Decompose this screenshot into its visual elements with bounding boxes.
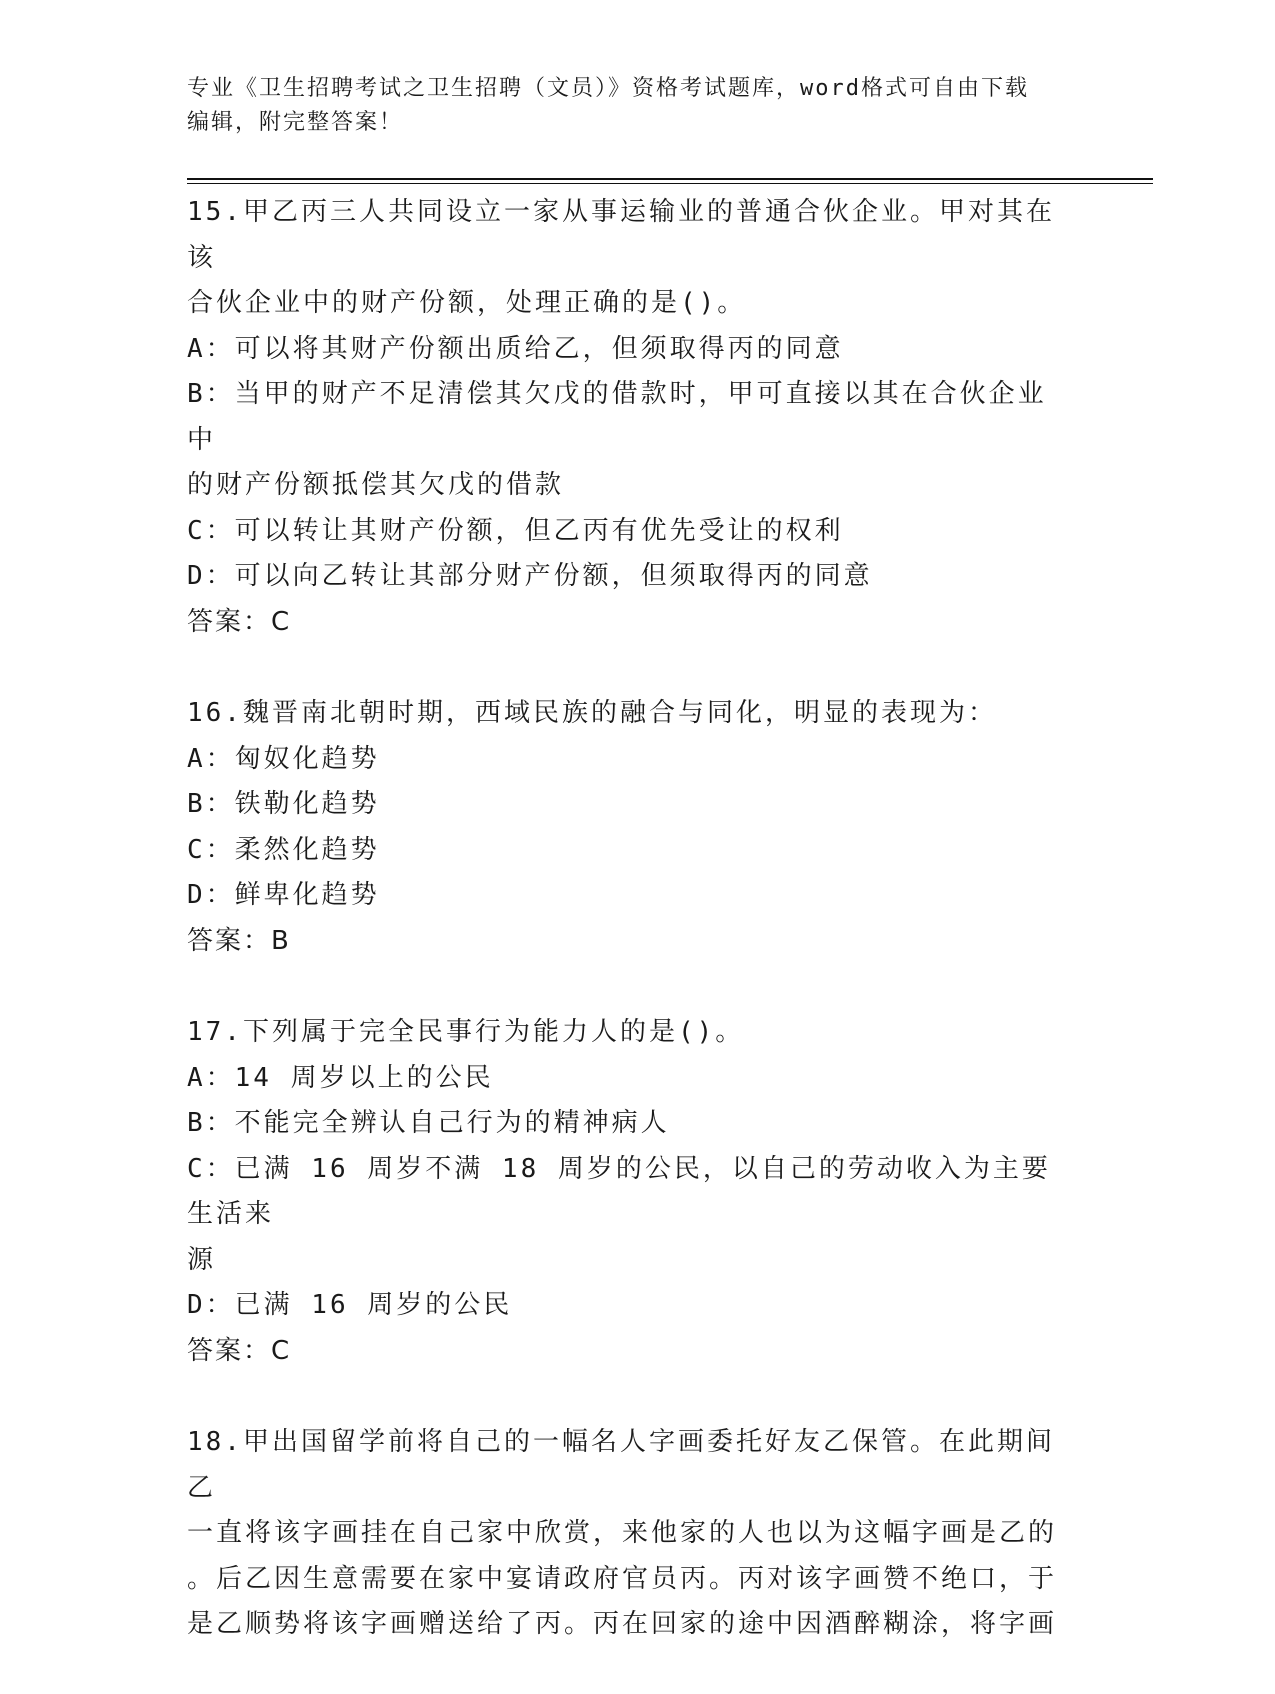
question-stem: 是乙顺势将该字画赠送给了丙。丙在回家的途中因酒醉糊涂，将字画 <box>187 1609 1058 1639</box>
question-16 <box>187 691 1067 964</box>
question-stem: 16.魏晋南北朝时期，西域民族的融合与同化，明显的表现为： <box>187 698 997 728</box>
option-d: D：鲜卑化趋势 <box>187 880 380 910</box>
question-stem: 18.甲出国留学前将自己的一幅名人字画委托好友乙保管。在此期间乙 <box>187 1427 1055 1503</box>
option-b: B：当甲的财产不足清偿其欠戊的借款时，甲可直接以其在合伙企业中 <box>187 379 1047 455</box>
option-a: A：可以将其财产份额出质给乙，但须取得丙的同意 <box>187 333 844 364</box>
option-a: A：匈奴化趋势 <box>187 743 380 774</box>
question-stem: 17.下列属于完全民事行为能力人的是()。 <box>187 1017 745 1047</box>
header-divider-thick <box>187 178 1153 180</box>
option-c: C：可以转让其财产份额，但乙丙有优先受让的权利 <box>187 515 844 546</box>
answer-label: 答案：B <box>187 925 291 956</box>
document-header <box>187 72 1087 140</box>
option-b: B：铁勒化趋势 <box>187 789 380 819</box>
option-c: C：柔然化趋势 <box>187 834 380 865</box>
answer-label: 答案：C <box>187 1335 292 1366</box>
question-list <box>187 190 1067 1694</box>
option-c: C：已满 16 周岁不满 18 周岁的公民，以自己的劳动收入为主要生活来 <box>187 1153 1051 1229</box>
option-c: 源 <box>187 1244 217 1275</box>
header-line-1: 专业《卫生招聘考试之卫生招聘（文员）》资格考试题库，word格式可自由下载 <box>187 76 1029 101</box>
answer-label: 答案：C <box>187 606 292 637</box>
header-divider-thin <box>187 183 1153 184</box>
option-d: D：可以向乙转让其部分财产份额，但须取得丙的同意 <box>187 561 873 591</box>
question-17 <box>187 1010 1067 1374</box>
question-15 <box>187 190 1067 645</box>
option-b: 的财产份额抵偿其欠戊的借款 <box>187 470 565 500</box>
header-line-2: 编辑，附完整答案！ <box>187 110 404 135</box>
question-stem: 一直将该字画挂在自己家中欣赏，来他家的人也以为这幅字画是乙的 <box>187 1518 1058 1548</box>
option-a: A：14 周岁以上的公民 <box>187 1062 494 1093</box>
option-d: D：已满 16 周岁的公民 <box>187 1290 513 1320</box>
question-stem: 15.甲乙丙三人共同设立一家从事运输业的普通合伙企业。甲对其在该 <box>187 197 1055 273</box>
question-stem: 。后乙因生意需要在家中宴请政府官员丙。丙对该字画赞不绝口，于 <box>187 1563 1058 1594</box>
option-b: B：不能完全辨认自己行为的精神病人 <box>187 1108 670 1138</box>
question-stem: 合伙企业中的财产份额，处理正确的是()。 <box>187 288 747 318</box>
question-18 <box>187 1420 1067 1648</box>
